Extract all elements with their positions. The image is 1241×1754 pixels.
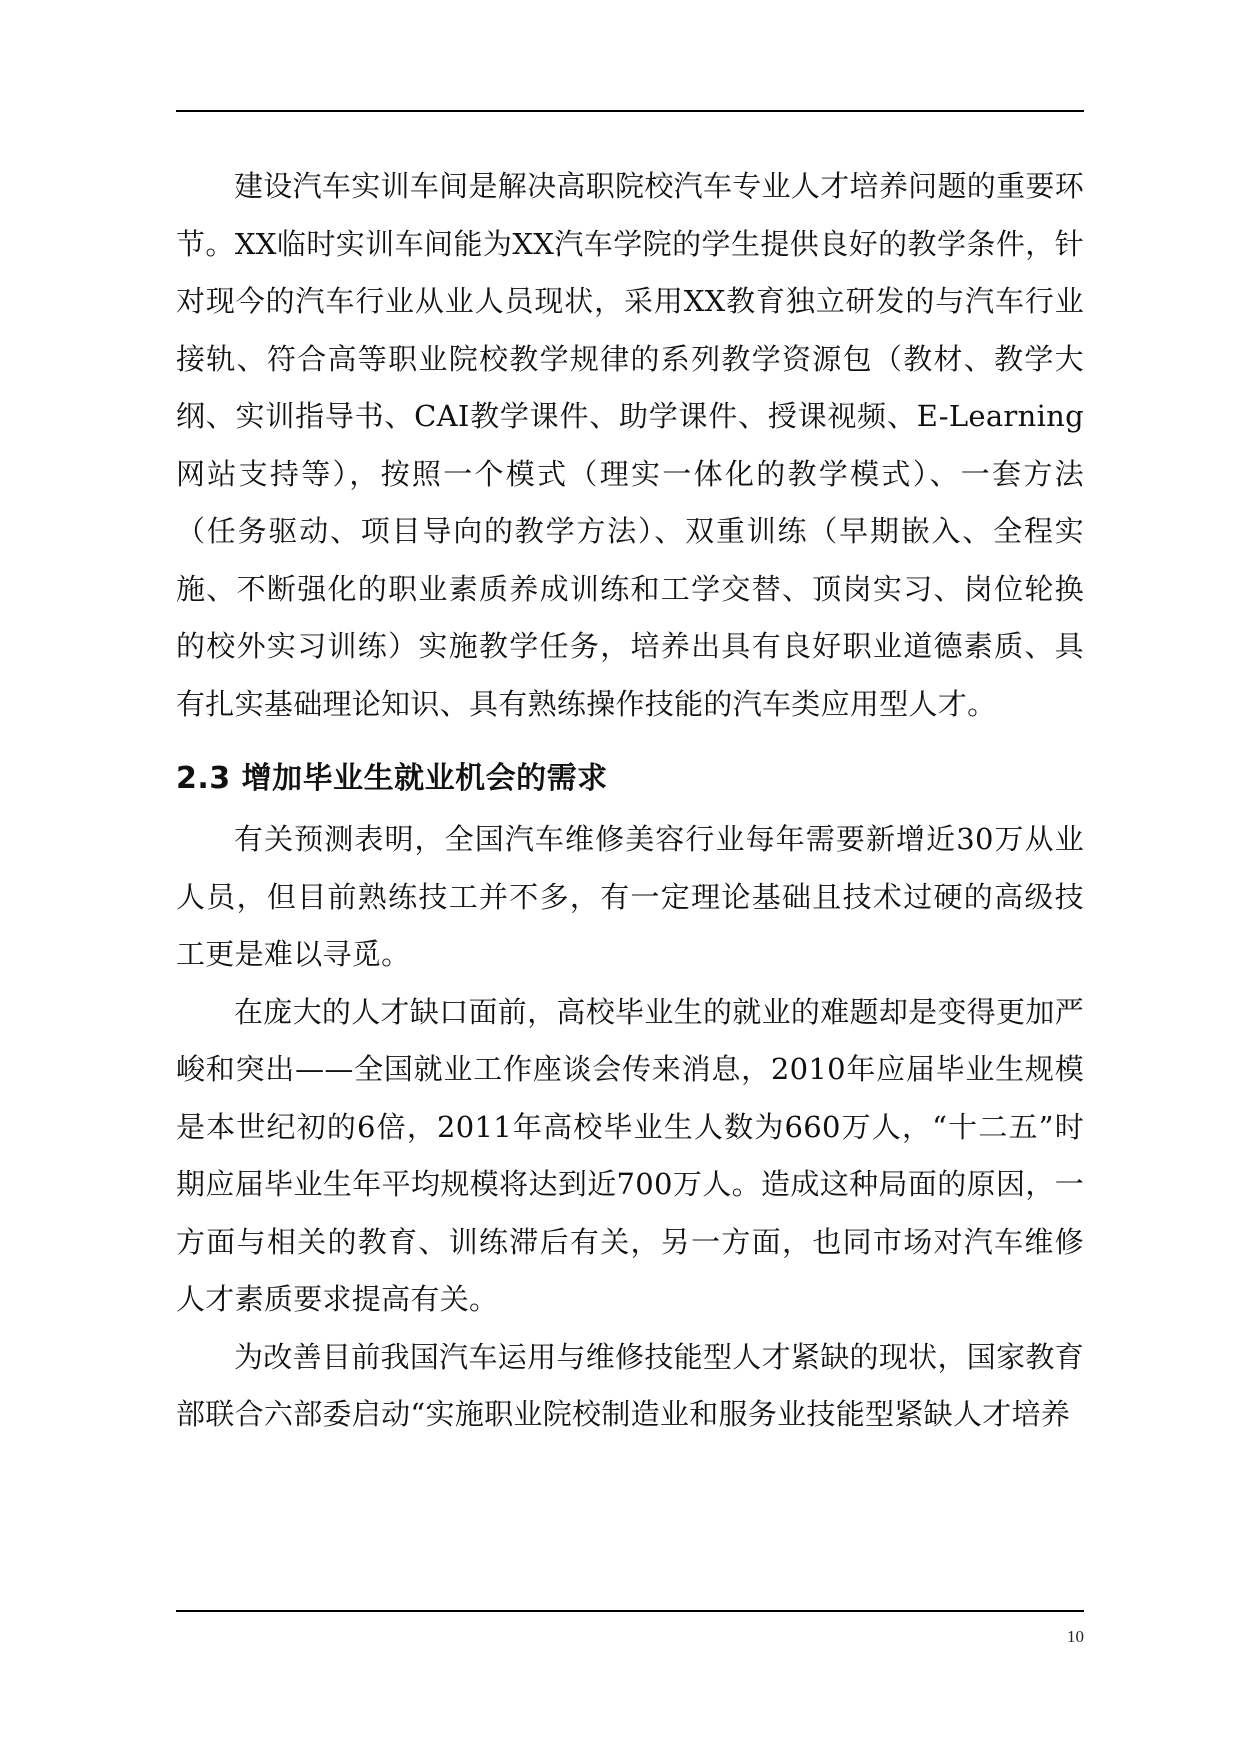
page-number: 10 — [1067, 1627, 1084, 1646]
paragraph-ministry-initiative: 为改善目前我国汽车运用与维修技能型人才紧缺的现状，国家教育部联合六部委启动“实施职业院校制造业和服务业技能型紧缺人才培养 — [176, 1339, 1084, 1431]
paragraph-graduate-employment: 在庞大的人才缺口面前，高校毕业生的就业的难题却是变得更加严峻和突出——全国就业工作座谈会传来消息，2010年应届毕业生规模是本世纪初的6倍，2011年高校毕业生人数为660万人，“十二五”时期应届毕业生年平均规模将达到近700万人。造成这种局面的原因，一方面与相关的教育、训练滞后有关，另一方面，也同市场对汽车维修人才素质要求提高有关。 — [176, 994, 1084, 1316]
page-body — [176, 158, 1084, 1444]
paragraph-industry-forecast: 有关预测表明，全国汽车维修美容行业每年需要新增近30万从业人员，但目前熟练技工并不多，有一定理论基础且技术过硬的高级技工更是难以寻觅。 — [176, 822, 1084, 971]
footer-rule — [176, 1610, 1084, 1612]
header-rule — [176, 110, 1084, 112]
paragraph-training-workshop: 建设汽车实训车间是解决高职院校汽车专业人才培养问题的重要环节。XX临时实训车间能为XX汽车学院的学生提供良好的教学条件，针对现今的汽车行业从业人员现状，采用XX教育独立研发的与汽车行业接轨、符合高等职业院校教学规律的系列教学资源包（教材、教学大纲、实训指导书、CAI教学课件、助学课件、授课视频、E-Learning网站支持等），按照一个模式（理实一体化的教学模式）、一套方法（任务驱动、项目导向的教学方法）、双重训练（早期嵌入、全程实施、不断强化的职业素质养成训练和工学交替、顶岗实习、岗位轮换的校外实习训练）实施教学任务，培养出具有良好职业道德素质、具有扎实基础理论知识、具有熟练操作技能的汽车类应用型人才。 — [176, 169, 1084, 721]
section-heading: 2.3 增加毕业生就业机会的需求 — [176, 761, 608, 796]
